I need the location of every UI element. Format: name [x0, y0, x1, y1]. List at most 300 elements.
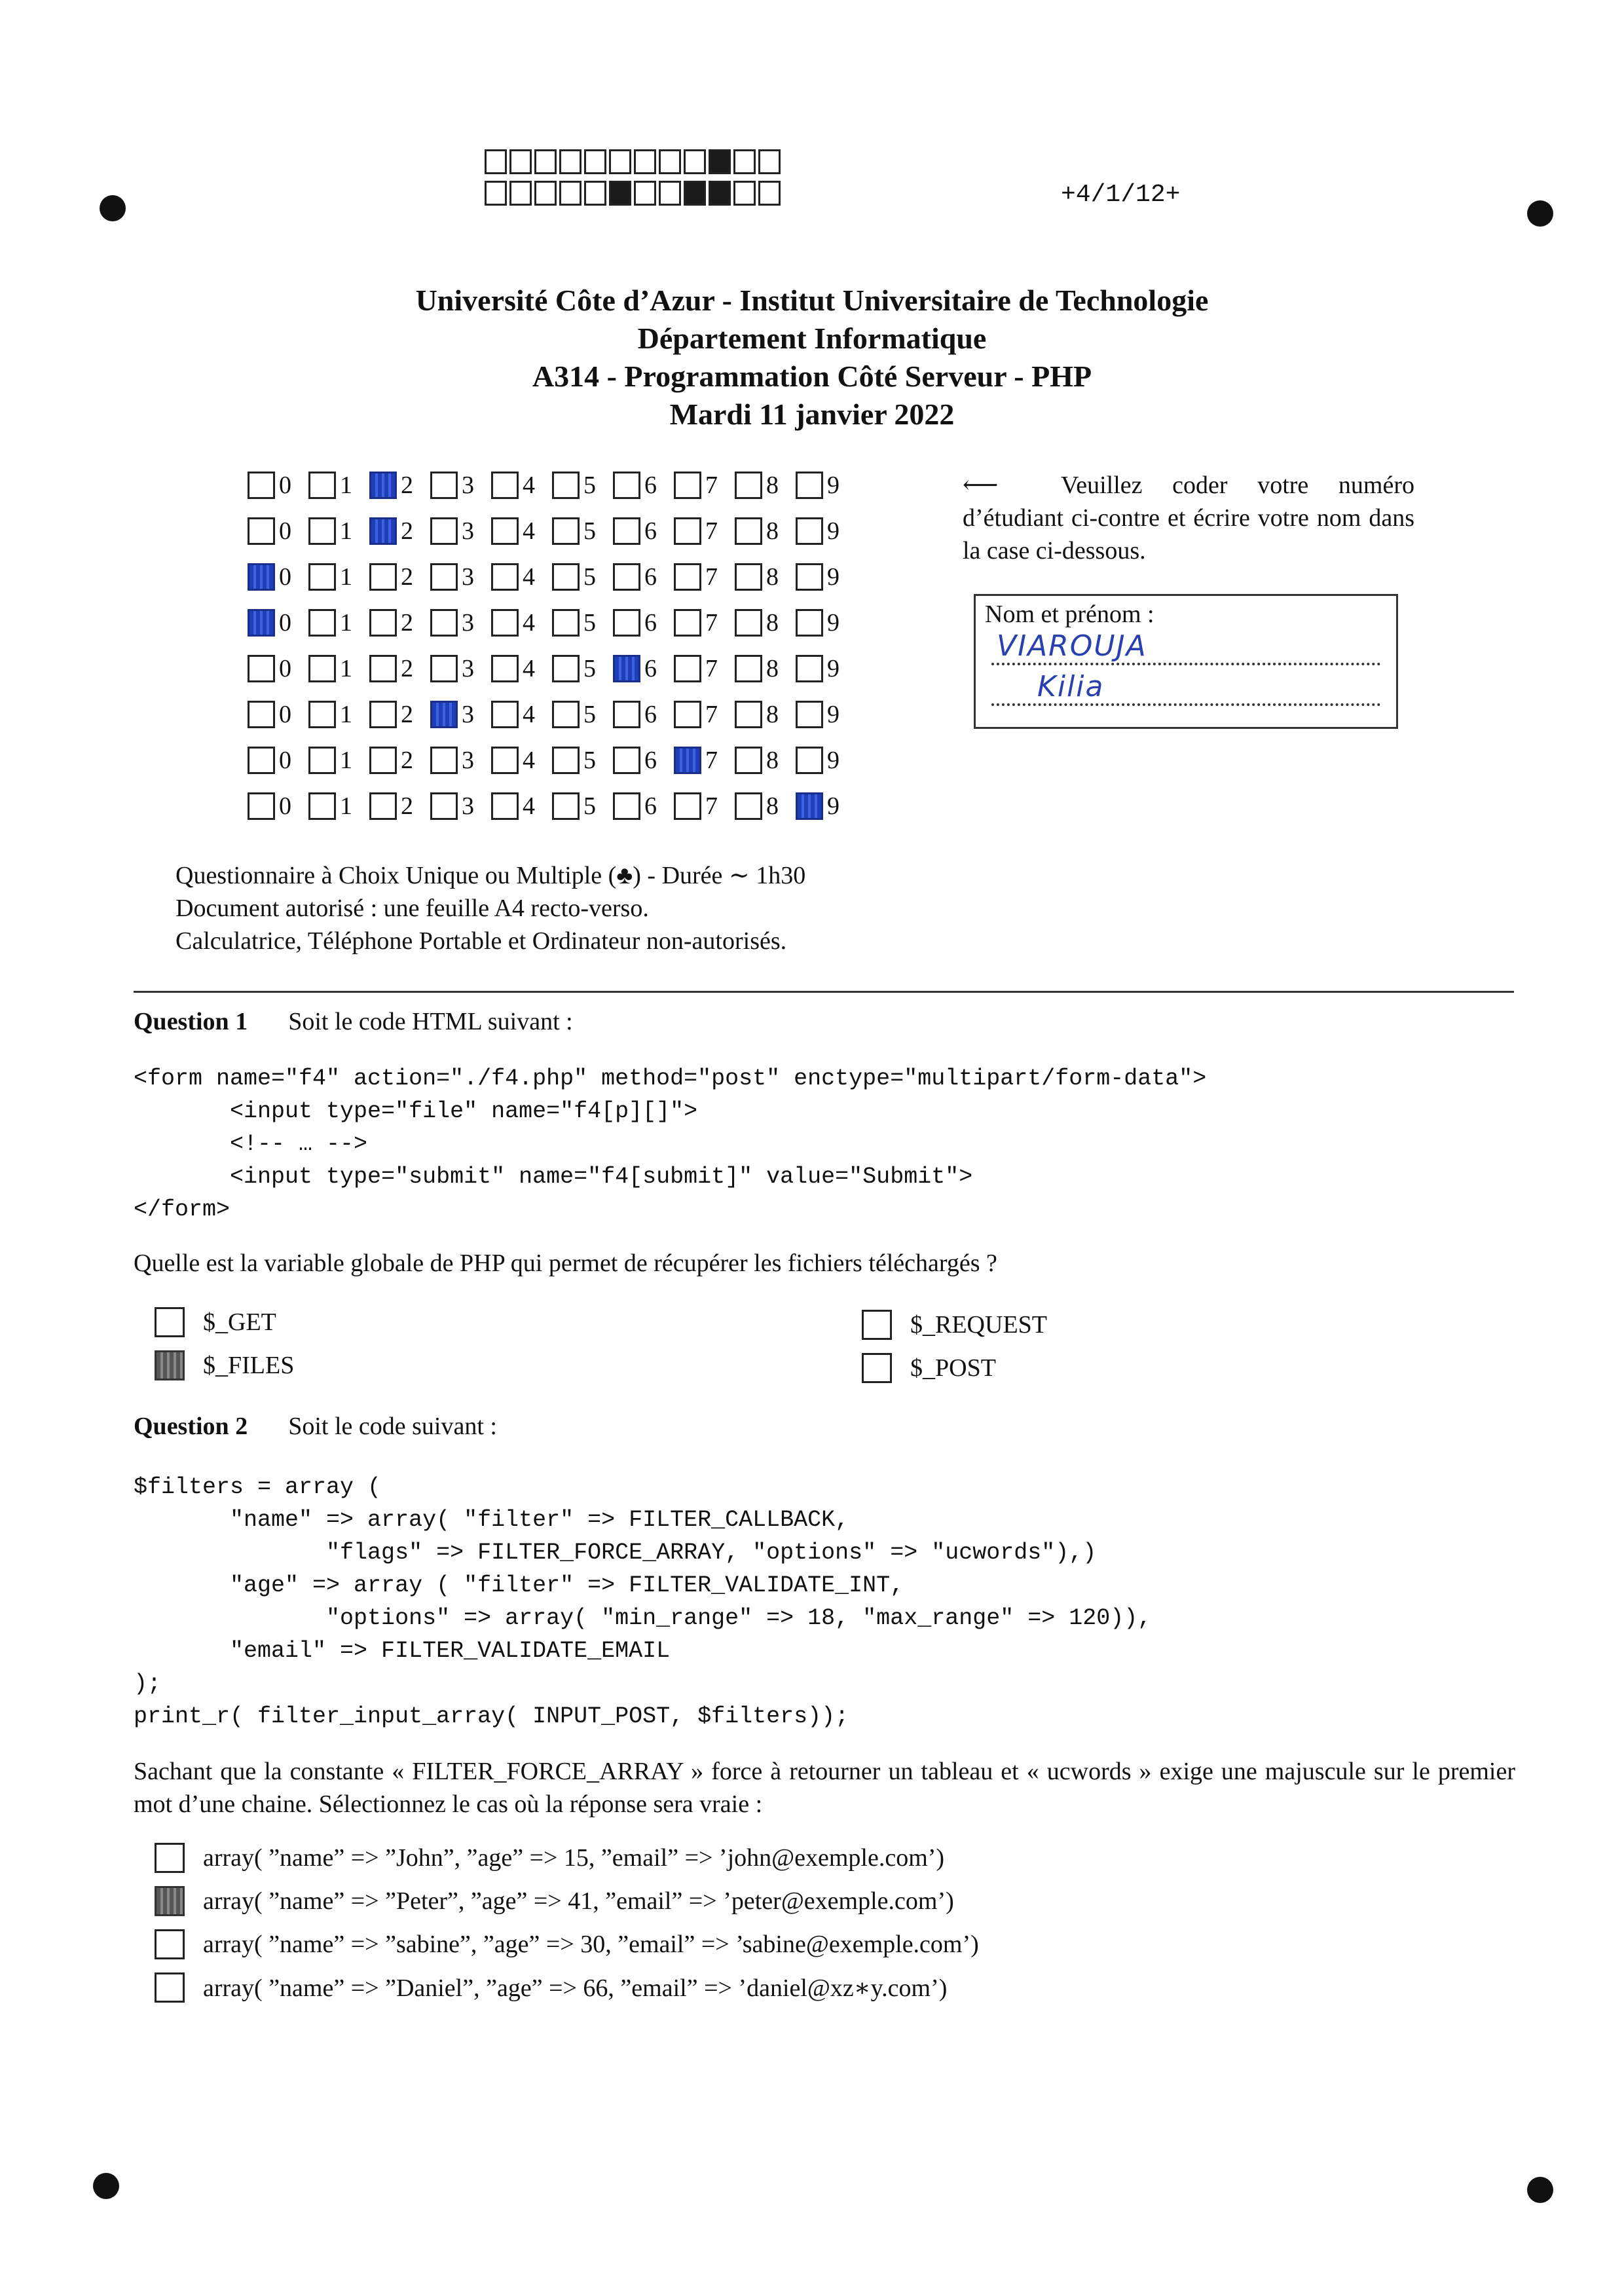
digit-label: 2 [401, 517, 413, 545]
q1-option-post[interactable] [862, 1353, 996, 1383]
digit-option[interactable] [796, 746, 857, 775]
digit-option[interactable] [491, 654, 552, 683]
barcode-cell [733, 181, 756, 206]
digit-checkbox[interactable] [735, 655, 762, 682]
digit-checkbox[interactable] [369, 517, 397, 545]
digit-label: 2 [401, 609, 413, 637]
digit-label: 1 [340, 701, 352, 728]
digit-checkbox[interactable] [735, 472, 762, 499]
digit-label: 0 [279, 655, 291, 682]
digit-label: 1 [340, 563, 352, 591]
header-department: Département Informatique [637, 322, 987, 355]
barcode-cell [584, 149, 606, 174]
digit-label: 1 [340, 655, 352, 682]
digit-checkbox[interactable] [735, 747, 762, 774]
digit-option[interactable] [552, 746, 613, 775]
barcode-row-2 [485, 181, 783, 206]
digit-checkbox[interactable] [491, 792, 519, 820]
digit-option[interactable] [430, 608, 491, 637]
digit-option[interactable] [796, 608, 857, 637]
digit-option[interactable] [735, 792, 796, 821]
digit-checkbox[interactable] [674, 655, 701, 682]
digit-checkbox[interactable] [613, 655, 640, 682]
digit-label: 7 [705, 563, 718, 591]
digit-checkbox[interactable] [248, 563, 275, 591]
digit-option[interactable] [308, 700, 369, 729]
digit-option[interactable] [369, 471, 430, 500]
digit-option[interactable] [796, 700, 857, 729]
digit-checkbox[interactable] [674, 609, 701, 637]
q2-title [134, 1412, 497, 1441]
digit-option[interactable] [491, 563, 552, 591]
digit-checkbox[interactable] [613, 701, 640, 728]
digit-label: 1 [340, 792, 352, 820]
digit-checkbox[interactable] [308, 517, 336, 545]
barcode-cell [709, 149, 731, 174]
digit-checkbox[interactable] [369, 655, 397, 682]
digit-label: 2 [401, 701, 413, 728]
digit-label: 4 [523, 609, 535, 637]
digit-option[interactable] [613, 746, 674, 775]
digit-option[interactable] [613, 608, 674, 637]
q1-option-get[interactable] [155, 1307, 276, 1337]
digit-option[interactable] [430, 746, 491, 775]
q2-option-peter[interactable] [155, 1886, 954, 1916]
digit-option[interactable] [248, 746, 308, 775]
digit-checkbox[interactable] [308, 747, 336, 774]
digit-checkbox[interactable] [491, 472, 519, 499]
barcode-cell [559, 149, 581, 174]
grid-row-6 [248, 692, 857, 737]
digit-label: 3 [462, 517, 474, 545]
digit-option[interactable] [735, 517, 796, 546]
digit-option[interactable] [248, 654, 308, 683]
digit-option[interactable] [735, 700, 796, 729]
barcode-cell [509, 149, 532, 174]
digit-checkbox[interactable] [308, 701, 336, 728]
digit-label: 3 [462, 747, 474, 774]
digit-option[interactable] [369, 700, 430, 729]
meta-devices: Calculatrice, Téléphone Portable et Ordinateur non-autorisés. [175, 927, 787, 955]
digit-label: 2 [401, 472, 413, 499]
digit-checkbox[interactable] [552, 701, 580, 728]
digit-checkbox[interactable] [491, 517, 519, 545]
q1-option-files[interactable] [155, 1350, 294, 1380]
digit-label: 5 [583, 655, 596, 682]
digit-label: 7 [705, 517, 718, 545]
digit-option[interactable] [430, 654, 491, 683]
digit-option[interactable] [674, 563, 735, 591]
digit-option[interactable] [674, 608, 735, 637]
grid-row-3 [248, 554, 857, 600]
digit-label: 8 [766, 472, 779, 499]
digit-option[interactable] [491, 471, 552, 500]
barcode-cell [634, 149, 656, 174]
barcode-cell [709, 181, 731, 206]
option-label: array( ”name” => ”Peter”, ”age” => 41, ”email” => ’peter@exemple.com’) [203, 1887, 954, 1915]
digit-checkbox[interactable] [796, 472, 823, 499]
digit-label: 6 [644, 609, 657, 637]
digit-checkbox[interactable] [491, 563, 519, 591]
digit-checkbox[interactable] [674, 701, 701, 728]
digit-option[interactable] [308, 608, 369, 637]
digit-option[interactable] [369, 654, 430, 683]
q2-option-daniel[interactable] [155, 1972, 947, 2003]
digit-checkbox[interactable] [430, 655, 458, 682]
first-name-line[interactable] [985, 669, 1387, 710]
digit-label: 0 [279, 747, 291, 774]
digit-checkbox[interactable] [796, 563, 823, 591]
divider [134, 991, 1514, 993]
digit-checkbox[interactable] [735, 792, 762, 820]
student-number-grid [248, 462, 857, 829]
digit-checkbox[interactable] [369, 792, 397, 820]
checkbox[interactable] [862, 1353, 892, 1383]
last-name-line[interactable] [985, 629, 1387, 669]
barcode-cell [485, 149, 507, 174]
registration-mark-bottom-left [93, 2173, 119, 2199]
header-date: Mardi 11 janvier 2022 [669, 398, 955, 431]
barcode-cell [609, 181, 631, 206]
digit-checkbox[interactable] [735, 609, 762, 637]
digit-label: 9 [827, 747, 840, 774]
digit-checkbox[interactable] [248, 609, 275, 637]
digit-label: 8 [766, 655, 779, 682]
q1-question: Quelle est la variable globale de PHP qui permet de récupérer les fichiers téléchargés ? [134, 1250, 997, 1277]
digit-checkbox[interactable] [613, 747, 640, 774]
q2-question: Sachant que la constante « FILTER_FORCE_ARRAY » force à retourner un tableau et « ucwords » exige une majuscule sur le premier mot d’une chaine. Sélectionnez le cas où la réponse sera vraie : [134, 1758, 1515, 1818]
digit-label: 4 [523, 655, 535, 682]
digit-checkbox[interactable] [796, 701, 823, 728]
digit-checkbox[interactable] [796, 517, 823, 545]
digit-label: 9 [827, 701, 840, 728]
digit-label: 6 [644, 655, 657, 682]
digit-option[interactable] [735, 563, 796, 591]
digit-option[interactable] [308, 517, 369, 546]
digit-checkbox[interactable] [248, 517, 275, 545]
digit-checkbox[interactable] [308, 655, 336, 682]
digit-checkbox[interactable] [674, 517, 701, 545]
checkbox[interactable] [155, 1843, 185, 1873]
header-course: A314 - Programmation Côté Serveur - PHP [532, 360, 1092, 393]
barcode-cell [559, 181, 581, 206]
digit-checkbox[interactable] [552, 472, 580, 499]
digit-option[interactable] [430, 563, 491, 591]
digit-option[interactable] [735, 746, 796, 775]
digit-checkbox[interactable] [369, 563, 397, 591]
checkbox[interactable] [155, 1929, 185, 1959]
digit-checkbox[interactable] [430, 792, 458, 820]
digit-checkbox[interactable] [613, 517, 640, 545]
digit-option[interactable] [552, 517, 613, 546]
digit-label: 3 [462, 472, 474, 499]
option-label: array( ”name” => ”John”, ”age” => 15, ”email” => ’john@exemple.com’) [203, 1844, 945, 1872]
q1-number: Question 1 [134, 1008, 248, 1035]
left-arrow-icon: ⟵ [963, 472, 999, 499]
digit-option[interactable] [613, 792, 674, 821]
digit-option[interactable] [308, 746, 369, 775]
digit-option[interactable] [674, 792, 735, 821]
option-label: array( ”name” => ”Daniel”, ”age” => 66, ”email” => ’daniel@xz∗y.com’) [203, 1974, 948, 2002]
digit-checkbox[interactable] [308, 792, 336, 820]
meta-format: Questionnaire à Choix Unique ou Multiple (♣) - Durée ∼ 1h30 [175, 862, 806, 889]
barcode-cell [659, 149, 681, 174]
digit-label: 0 [279, 792, 291, 820]
checkbox[interactable] [862, 1310, 892, 1340]
registration-mark-bottom-right [1527, 2177, 1553, 2203]
digit-checkbox[interactable] [552, 563, 580, 591]
digit-option[interactable] [369, 608, 430, 637]
digit-option[interactable] [552, 792, 613, 821]
digit-checkbox[interactable] [248, 701, 275, 728]
digit-option[interactable] [552, 563, 613, 591]
digit-label: 0 [279, 609, 291, 637]
name-box[interactable] [974, 594, 1398, 729]
digit-label: 8 [766, 701, 779, 728]
checkbox[interactable] [155, 1350, 185, 1380]
digit-checkbox[interactable] [796, 655, 823, 682]
digit-option[interactable] [430, 517, 491, 546]
digit-label: 7 [705, 472, 718, 499]
digit-label: 5 [583, 747, 596, 774]
digit-option[interactable] [491, 608, 552, 637]
digit-label: 1 [340, 472, 352, 499]
digit-option[interactable] [613, 563, 674, 591]
option-label: $_FILES [203, 1352, 295, 1379]
digit-checkbox[interactable] [308, 472, 336, 499]
digit-option[interactable] [491, 517, 552, 546]
barcode-cell [509, 181, 532, 206]
exam-header [0, 282, 1624, 434]
digit-checkbox[interactable] [430, 517, 458, 545]
digit-option[interactable] [735, 471, 796, 500]
digit-option[interactable] [308, 654, 369, 683]
handwritten-first-name: Kilia [1037, 670, 1105, 703]
checkbox[interactable] [155, 1886, 185, 1916]
digit-option[interactable] [674, 517, 735, 546]
digit-label: 9 [827, 517, 840, 545]
digit-checkbox[interactable] [369, 701, 397, 728]
digit-checkbox[interactable] [674, 472, 701, 499]
digit-option[interactable] [796, 792, 857, 821]
digit-option[interactable] [248, 792, 308, 821]
digit-option[interactable] [552, 471, 613, 500]
grid-row-1 [248, 462, 857, 508]
digit-option[interactable] [430, 471, 491, 500]
digit-label: 8 [766, 517, 779, 545]
digit-checkbox[interactable] [552, 517, 580, 545]
digit-label: 9 [827, 472, 840, 499]
digit-option[interactable] [674, 746, 735, 775]
digit-checkbox[interactable] [369, 609, 397, 637]
digit-label: 6 [644, 563, 657, 591]
digit-option[interactable] [735, 654, 796, 683]
digit-option[interactable] [735, 608, 796, 637]
digit-option[interactable] [248, 471, 308, 500]
digit-option[interactable] [674, 654, 735, 683]
digit-option[interactable] [796, 563, 857, 591]
digit-checkbox[interactable] [491, 747, 519, 774]
digit-checkbox[interactable] [552, 655, 580, 682]
digit-checkbox[interactable] [248, 792, 275, 820]
digit-label: 7 [705, 655, 718, 682]
digit-checkbox[interactable] [735, 701, 762, 728]
q2-prompt: Soit le code suivant : [288, 1413, 497, 1440]
instructions [963, 469, 1414, 567]
digit-option[interactable] [491, 792, 552, 821]
digit-option[interactable] [308, 471, 369, 500]
digit-option[interactable] [491, 746, 552, 775]
instructions-text: Veuillez coder votre numéro d’étudiant ci-contre et écrire votre nom dans la case ci-dessous. [963, 472, 1414, 565]
digit-checkbox[interactable] [491, 609, 519, 637]
digit-option[interactable] [674, 471, 735, 500]
digit-checkbox[interactable] [552, 609, 580, 637]
digit-label: 5 [583, 609, 596, 637]
digit-checkbox[interactable] [491, 701, 519, 728]
digit-label: 9 [827, 609, 840, 637]
digit-checkbox[interactable] [613, 609, 640, 637]
digit-option[interactable] [369, 563, 430, 591]
digit-option[interactable] [491, 700, 552, 729]
digit-option[interactable] [369, 792, 430, 821]
digit-label: 3 [462, 563, 474, 591]
q1-option-request[interactable] [862, 1310, 1047, 1340]
digit-checkbox[interactable] [796, 609, 823, 637]
name-box-label: Nom et prénom : [985, 601, 1154, 628]
digit-checkbox[interactable] [248, 472, 275, 499]
digit-option[interactable] [308, 792, 369, 821]
q2-option-sabine[interactable] [155, 1929, 979, 1959]
digit-checkbox[interactable] [308, 609, 336, 637]
digit-checkbox[interactable] [308, 563, 336, 591]
digit-checkbox[interactable] [674, 792, 701, 820]
barcode-cell [659, 181, 681, 206]
digit-checkbox[interactable] [796, 747, 823, 774]
digit-option[interactable] [248, 700, 308, 729]
digit-option[interactable] [308, 563, 369, 591]
digit-option[interactable] [552, 608, 613, 637]
digit-option[interactable] [430, 700, 491, 729]
digit-label: 0 [279, 472, 291, 499]
grid-row-4 [248, 600, 857, 646]
digit-checkbox[interactable] [674, 563, 701, 591]
barcode-cell [733, 149, 756, 174]
header-university: Université Côte d’Azur - Institut Universitaire de Technologie [415, 284, 1209, 317]
digit-label: 9 [827, 563, 840, 591]
barcode-cell [758, 149, 781, 174]
digit-label: 5 [583, 701, 596, 728]
digit-label: 0 [279, 563, 291, 591]
page-id: +4/1/12+ [1061, 181, 1181, 209]
barcode-cell [534, 149, 557, 174]
digit-label: 6 [644, 792, 657, 820]
q2-option-john[interactable] [155, 1843, 944, 1873]
checkbox[interactable] [155, 1307, 185, 1337]
digit-option[interactable] [552, 700, 613, 729]
digit-label: 7 [705, 747, 718, 774]
digit-label: 6 [644, 472, 657, 499]
digit-option[interactable] [552, 654, 613, 683]
digit-label: 8 [766, 747, 779, 774]
digit-option[interactable] [613, 517, 674, 546]
digit-option[interactable] [613, 471, 674, 500]
digit-label: 2 [401, 747, 413, 774]
option-label: $_GET [203, 1308, 276, 1336]
digit-label: 2 [401, 792, 413, 820]
digit-checkbox[interactable] [674, 747, 701, 774]
digit-checkbox[interactable] [430, 472, 458, 499]
digit-checkbox[interactable] [613, 472, 640, 499]
digit-checkbox[interactable] [430, 609, 458, 637]
digit-option[interactable] [674, 700, 735, 729]
digit-option[interactable] [796, 471, 857, 500]
digit-checkbox[interactable] [735, 563, 762, 591]
digit-label: 4 [523, 472, 535, 499]
digit-checkbox[interactable] [369, 747, 397, 774]
barcode-row-1 [485, 149, 783, 174]
exam-meta [175, 859, 805, 957]
registration-mark-top-left [100, 195, 126, 221]
digit-checkbox[interactable] [430, 747, 458, 774]
digit-label: 5 [583, 472, 596, 499]
barcode-cell [684, 149, 706, 174]
digit-label: 6 [644, 747, 657, 774]
digit-checkbox[interactable] [552, 747, 580, 774]
barcode-cell [584, 181, 606, 206]
digit-option[interactable] [248, 563, 308, 591]
digit-checkbox[interactable] [248, 747, 275, 774]
checkbox[interactable] [155, 1972, 185, 2003]
handwritten-last-name: VIAROUJA [997, 629, 1147, 663]
digit-label: 1 [340, 609, 352, 637]
digit-option[interactable] [796, 654, 857, 683]
grid-row-2 [248, 508, 857, 554]
digit-label: 4 [523, 563, 535, 591]
digit-checkbox[interactable] [613, 792, 640, 820]
q1-prompt: Soit le code HTML suivant : [288, 1008, 573, 1035]
barcode-cell [485, 181, 507, 206]
barcode-cell [634, 181, 656, 206]
digit-label: 4 [523, 517, 535, 545]
digit-label: 3 [462, 655, 474, 682]
digit-checkbox[interactable] [248, 655, 275, 682]
option-label: $_REQUEST [910, 1311, 1047, 1339]
digit-checkbox[interactable] [735, 517, 762, 545]
digit-option[interactable] [796, 517, 857, 546]
meta-documents: Document autorisé : une feuille A4 recto-verso. [175, 895, 649, 922]
digit-label: 0 [279, 517, 291, 545]
digit-checkbox[interactable] [491, 655, 519, 682]
digit-label: 9 [827, 655, 840, 682]
digit-checkbox[interactable] [369, 472, 397, 499]
digit-checkbox[interactable] [796, 792, 823, 820]
digit-option[interactable] [613, 654, 674, 683]
digit-label: 6 [644, 517, 657, 545]
digit-checkbox[interactable] [613, 563, 640, 591]
digit-option[interactable] [248, 608, 308, 637]
digit-option[interactable] [248, 517, 308, 546]
digit-option[interactable] [369, 517, 430, 546]
digit-option[interactable] [430, 792, 491, 821]
digit-checkbox[interactable] [430, 563, 458, 591]
option-label: array( ”name” => ”sabine”, ”age” => 30, ”email” => ’sabine@exemple.com’) [203, 1931, 979, 1958]
digit-option[interactable] [613, 700, 674, 729]
digit-checkbox[interactable] [430, 701, 458, 728]
digit-label: 9 [827, 792, 840, 820]
digit-label: 4 [523, 792, 535, 820]
digit-option[interactable] [369, 746, 430, 775]
digit-checkbox[interactable] [552, 792, 580, 820]
